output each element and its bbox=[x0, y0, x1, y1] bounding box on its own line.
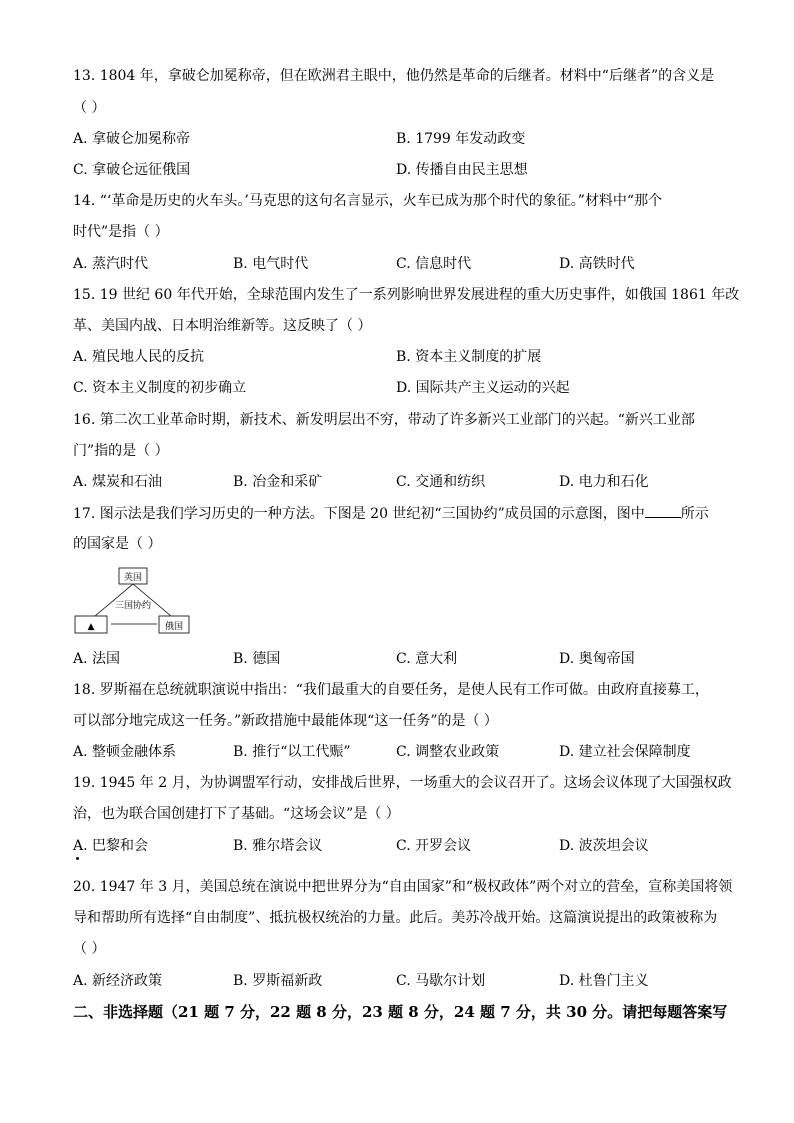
q14-line-1: 14. “‘革命是历史的火车头。’马克思的这句名言显示，火车已成为那个时代的象征。”材料中“那个 bbox=[73, 193, 663, 209]
q14-option-a: A. 蒸汽时代 bbox=[73, 256, 149, 272]
q16-option-d: D. 电力和石化 bbox=[559, 474, 649, 490]
diagram-line-right bbox=[133, 584, 171, 616]
q15-option-a: A. 殖民地人民的反抗 bbox=[73, 349, 205, 365]
q15-option-d: D. 国际共产主义运动的兴起 bbox=[396, 380, 570, 396]
q17-option-a: A. 法国 bbox=[73, 651, 121, 667]
q19-line-2: 治，也为联合国创建打下了基础。“这场会议”是（ ） bbox=[73, 806, 400, 822]
q13-option-b: B. 1799 年发动政变 bbox=[396, 131, 526, 147]
q13-line-1: 13. 1804 年，拿破仑加冕称帝，但在欧洲君主眼中，他仍然是革命的后继者。材料中“后继者”的含义是 bbox=[73, 68, 715, 84]
q14-line-2: 时代”是指（ ） bbox=[73, 224, 169, 240]
q16-option-a: A. 煤炭和石油 bbox=[73, 474, 163, 490]
q16-line-1: 16. 第二次工业革命时期，新技术、新发明层出不穷，带动了许多新兴工业部门的兴起。“新兴工业部 bbox=[73, 412, 695, 428]
q17-option-b: B. 德国 bbox=[233, 651, 281, 667]
diagram-label-left: ▲ bbox=[87, 622, 95, 632]
q15-line-2: 革、美国内战、日本明治维新等。这反映了（ ） bbox=[73, 318, 372, 334]
q18-option-c: C. 调整农业政策 bbox=[396, 744, 500, 760]
q20-line-1: 20. 1947 年 3 月，美国总统在演说中把世界分为“自由国家”和“极权政体”两个对立的营垒，宣称美国将领 bbox=[73, 879, 733, 895]
q17-option-c: C. 意大利 bbox=[396, 651, 458, 667]
stray-dot bbox=[76, 857, 79, 860]
q18-option-d: D. 建立社会保障制度 bbox=[559, 744, 691, 760]
q13-option-a: A. 拿破仑加冕称帝 bbox=[73, 131, 191, 147]
q19-option-c: C. 开罗会议 bbox=[396, 838, 472, 854]
q14-option-d: D. 高铁时代 bbox=[559, 256, 635, 272]
q20-line-3: （ ） bbox=[73, 941, 106, 957]
q17-line-1 bbox=[73, 503, 709, 524]
q18-line-1: 18. 罗斯福在总统就职演说中指出：“我们最重大的自要任务，是使人民有工作可做。由政府直接募工， bbox=[73, 682, 709, 698]
q19-line-1: 19. 1945 年 2 月，为协调盟军行动，安排战后世界，一场重大的会议召开了。这场会议体现了大国强权政 bbox=[73, 775, 732, 791]
q19-option-d: D. 波茨坦会议 bbox=[559, 838, 649, 854]
q18-option-b: B. 推行“以工代赈” bbox=[233, 744, 351, 760]
diagram-line-left bbox=[95, 584, 133, 616]
q13-line-2: （ ） bbox=[73, 100, 106, 116]
q20-option-d: D. 杜鲁门主义 bbox=[559, 973, 649, 989]
q17-text-after-blank: 所示 bbox=[680, 506, 709, 522]
q15-option-b: B. 资本主义制度的扩展 bbox=[396, 349, 542, 365]
diagram-label-right: 俄国 bbox=[164, 622, 184, 632]
q19-option-a: A. 巴黎和会 bbox=[73, 838, 149, 854]
triple-entente-diagram bbox=[73, 566, 193, 638]
q16-option-c: C. 交通和纺织 bbox=[396, 474, 486, 490]
diagram-label-top: 英国 bbox=[123, 573, 143, 583]
q15-option-c: C. 资本主义制度的初步确立 bbox=[73, 380, 247, 396]
q17-option-d: D. 奥匈帝国 bbox=[559, 651, 635, 667]
q20-option-c: C. 马歇尔计划 bbox=[396, 973, 486, 989]
q17-line-2: 的国家是（ ） bbox=[73, 536, 162, 552]
q16-option-b: B. 冶金和采矿 bbox=[233, 474, 323, 490]
q13-option-d: D. 传播自由民主思想 bbox=[396, 162, 528, 178]
q13-option-c: C. 拿破仑远征俄国 bbox=[73, 162, 191, 178]
q20-option-b: B. 罗斯福新政 bbox=[233, 973, 323, 989]
answer-blank bbox=[645, 503, 681, 518]
q16-line-2: 门”指的是（ ） bbox=[73, 443, 169, 459]
q19-option-b: B. 雅尔塔会议 bbox=[233, 838, 323, 854]
q18-line-2: 可以部分地完成这一任务。”新政措施中最能体现“这一任务”的是（ ） bbox=[73, 713, 498, 729]
q15-line-1: 15. 19 世纪 60 年代开始，全球范围内发生了一系列影响世界发展进程的重大历史事件，如俄国 1861 年改 bbox=[73, 287, 740, 303]
q17-text-before-blank: 17. 图示法是我们学习历史的一种方法。下图是 20 世纪初“三国协约”成员国的示意图，图中 bbox=[73, 506, 645, 522]
diagram-label-center: 三国协约 bbox=[114, 601, 152, 611]
q20-option-a: A. 新经济政策 bbox=[73, 973, 163, 989]
q14-option-c: C. 信息时代 bbox=[396, 256, 472, 272]
section-title: 二、非选择题（21 题 7 分，22 题 8 分，23 题 8 分，24 题 7 分，共 30 分。请把每题答案写 bbox=[73, 1003, 728, 1021]
q14-option-b: B. 电气时代 bbox=[233, 256, 309, 272]
q20-line-2: 导和帮助所有选择“自由制度”、抵抗极权统治的力量。此后。美苏冷战开始。这篇演说提出的政策被称为 bbox=[73, 910, 718, 926]
q18-option-a: A. 整顿金融体系 bbox=[73, 744, 177, 760]
